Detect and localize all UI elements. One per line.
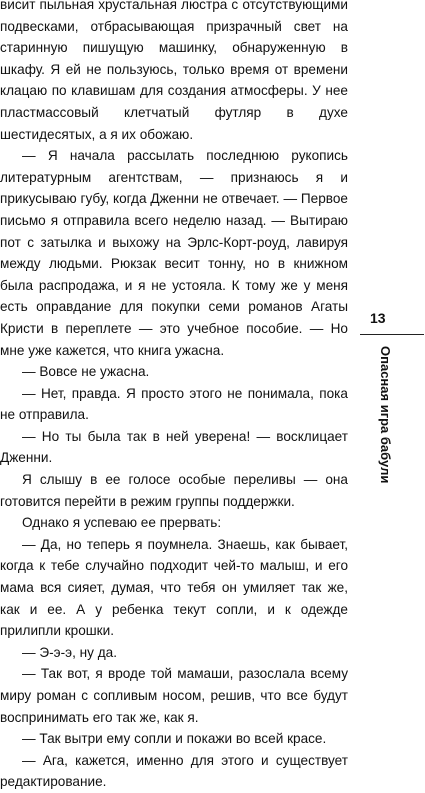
paragraph: Однако я успеваю ее прервать: [22, 515, 222, 531]
divider-rule [360, 334, 424, 335]
paragraph: — Э-э-э, ну да. [22, 644, 117, 660]
page-margin [360, 300, 420, 650]
paragraph: — Ага, кажется, именно для этого и существует редактирование. [0, 752, 348, 790]
paragraph: — Да, но теперь я поумнела. Знаешь, как бывает, когда к тебе случайно подходит чей-то малыш, и его мама вся сияет, думая, что тебя он умиляет так же, как и ее. А у ребенка текут сопли, и к одежде прилипли крошки. [0, 536, 348, 639]
paragraph: — Но ты была так в ней уверена! — восклицает Дженни. [0, 428, 348, 466]
running-title: Опасная игра бабули [378, 346, 393, 484]
paragraph: Я слышу в ее голосе особые переливы — она готовится перейти в режим группы поддержки. [0, 472, 348, 509]
paragraph: висит пыльная хрустальная люстра с отсутствующими подвесками, отбрасывающая призрачный свет на старинную пишущую машинку, обнаруженную в шкафу. Я ей не пользуюсь, только время от времени клацаю по клавишам для создания атмосферы. У нее пластмассовый клетчатый футляр в духе шестидесятых, а я их обожаю. [0, 0, 348, 142]
paragraph: — Я начала рассылать последнюю рукопись литературным агентствам, — признаюсь я и прикусываю губу, когда Дженни не отвечает. — Первое письмо я отправила всего неделю назад. — Вытираю пот с затылка и выхожу на Эрлс-Корт-роуд, лавируя между людьми. Рюкзак весит тонну, но в книжном была распродажа, и я не устояла. К тому же у меня есть оправдание для покупки семи романов Агаты Кристи в переплете — это учебное пособие. — Но мне уже кажется, что книга ужасна. [0, 148, 348, 358]
paragraph: — Так вытри ему сопли и покажи во всей красе. [22, 731, 327, 747]
paragraph: — Вовсе не ужасна. [22, 364, 150, 380]
paragraph: — Так вот, я вроде той мамаши, разослала всему миру роман с сопливым носом, решив, что все будут воспринимать его так же, как я. [0, 666, 348, 725]
page-number: 13 [370, 310, 386, 326]
paragraph: — Нет, правда. Я просто этого не понимала, пока не отправила. [0, 385, 348, 423]
